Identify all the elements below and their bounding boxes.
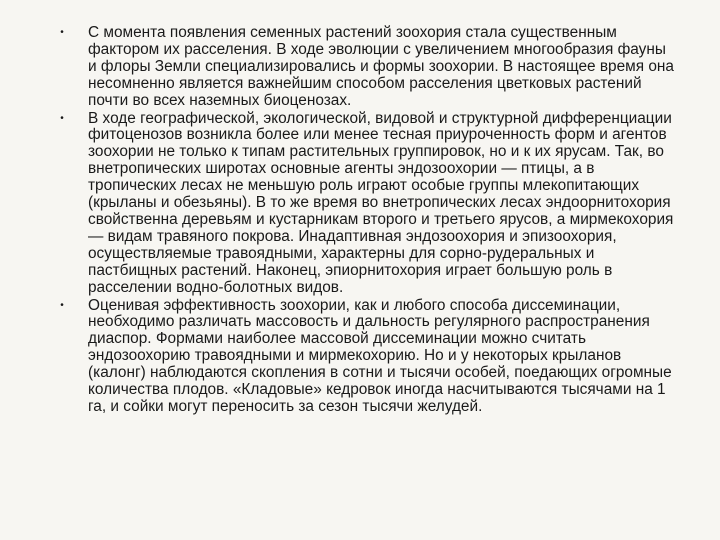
- bullet-item-1: [56, 25, 676, 110]
- bullet-item-3: [56, 298, 676, 416]
- bullet-list: [56, 25, 676, 417]
- bullet-dot-icon: •: [60, 27, 64, 38]
- bullet-text: Оценивая эффективность зоохории, как и любого способа диссеминации, необходимо различать массовость и дальность регулярного распространения диаспор. Формами наиболее массовой диссеминации можно считать эндозоохорию травоядными и мирмекохорию. Но и у некоторых крыланов (калонг) наблюдаются скопления в сотни и тысячи особей, поедающих огромные количества плодов. «Кладовые» кедровок иногда насчитываются тысячами на 1 га, и сойки могут переносить за сезон тысячи желудей.: [88, 296, 672, 415]
- bullet-dot-icon: •: [60, 112, 64, 124]
- bullet-text: С момента появления семенных растений зоохория стала существенным фактором их расселения. В ходе эволюции с увеличением многообразия фауны и флоры Земли специализировались и формы зоохории. В настоящее время она несомненно является важнейшим способом расселения цветковых растений почти во всех наземных биоценозах.: [88, 24, 674, 109]
- bullet-text: В ходе географической, экологической, видовой и структурной дифференциации фитоценозов возникла более или менее тесная приуроченность форм и агентов зоохории не только к типам растительных группировок, но и к их ярусам. Так, во внетропических широтах основные агенты эндозоохории — птицы, а в тропических лесах не меньшую роль играют особые группы млекопитающих (крыланы и обезьяны). В то же время во внетропических лесах эндоорнитохория свойственна деревьям и кустарникам второго и третьего ярусов, а мирмекохория — видам травяного покрова. Инадаптивная эндозоохория и эпизоохория, осуществляемые травоядными, характерны для сорно-рудеральных и пастбищных растений. Наконец, эпиорнитохория играет большую роль в расселении водно-болотных видов.: [88, 109, 674, 296]
- bullet-dot-icon: •: [60, 299, 64, 311]
- bullet-item-2: [56, 111, 676, 297]
